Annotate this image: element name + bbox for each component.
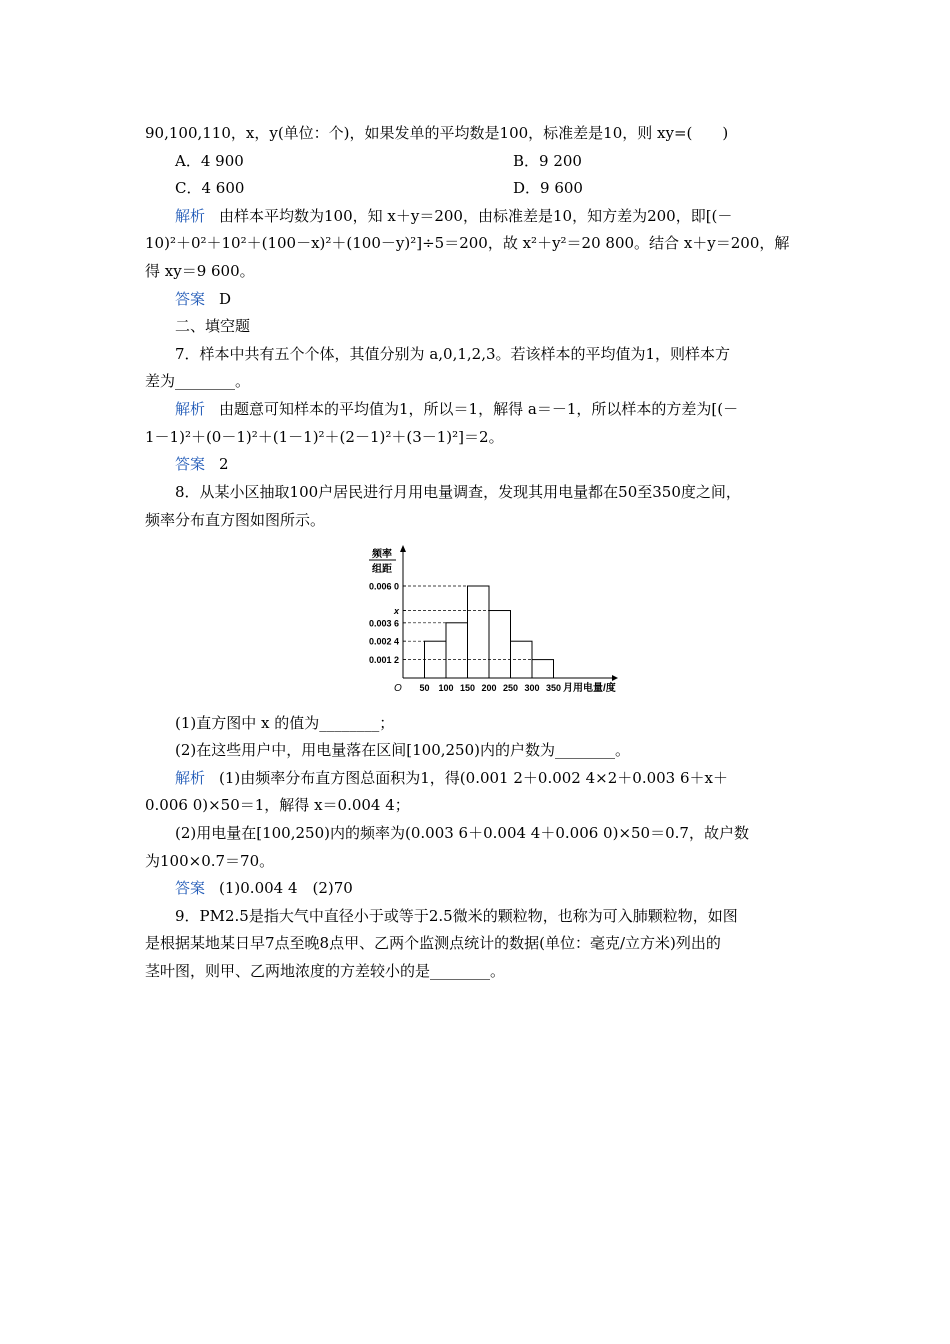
x-tick-label: 300	[524, 683, 540, 693]
q6-stem: 90,100,110，x，y(单位：个)，如果发单的平均数是100，标准差是10，则 xy=( )	[145, 124, 729, 142]
q7-answer-line	[175, 454, 229, 474]
q7-answer-value: 2	[219, 455, 229, 473]
histogram-bar	[532, 660, 554, 678]
y-tick-label: 0.003 6	[368, 618, 399, 629]
q9-text-2: 是根据某地某日早7点至晚8点甲、乙两个监测点统计的数据(单位：毫克/立方米)列出的	[145, 934, 721, 952]
q8-analysis-line	[175, 768, 728, 788]
q6-analysis-text-3: 得 xy＝9 600。	[145, 262, 255, 280]
q7-text-2: 差为________。	[145, 372, 251, 390]
x-tick-label: 250	[502, 683, 519, 693]
y-axis-label-numerator: 频率	[372, 549, 392, 560]
y-tick-label: 0.002 4	[368, 636, 399, 647]
q8-sub-question-1: (1)直方图中 x 的值为________；	[175, 714, 395, 732]
origin-label: O	[394, 683, 402, 694]
q9-text-1: 9．PM2.5是指大气中直径小于或等于2.5微米的颗粒物，也称为可入肺颗粒物，如图	[175, 907, 738, 925]
y-axis-arrow	[400, 545, 406, 552]
q6-analysis-text-2: 10)²＋0²＋10²＋(100－x)²＋(100－y)²]÷5＝200，故 x²＋y²＝20 800。结合 x＋y＝200，解	[145, 234, 790, 252]
histogram-bar	[446, 623, 468, 678]
y-tick-label: x	[393, 606, 399, 617]
q6-answer-value: D	[219, 290, 232, 308]
q7-text-1: 7．样本中共有五个个体，其值分别为 a,0,1,2,3。若该样本的平均值为1，则样本方	[175, 345, 731, 363]
q8-answer-label: 答案	[175, 879, 206, 897]
x-axis-arrow	[612, 675, 618, 681]
x-tick-label: 350	[545, 683, 562, 693]
histogram-bar	[468, 586, 490, 678]
y-axis-label-denominator: 组距	[372, 564, 392, 575]
q7-analysis-line	[175, 399, 738, 419]
frequency-histogram	[360, 543, 630, 703]
q6-answer-label: 答案	[175, 290, 206, 308]
x-tick-label: 150	[459, 683, 476, 693]
q8-analysis-text-2: 0.006 0)×50＝1，解得 x＝0.004 4；	[145, 796, 410, 814]
q6-answer-line	[175, 289, 231, 309]
x-tick-label: 200	[481, 683, 497, 693]
x-axis-label: 月用电量/度	[563, 683, 616, 694]
q7-analysis-text-2: 1－1)²＋(0－1)²＋(1－1)²＋(2－1)²＋(3－1)²]＝2。	[145, 428, 504, 446]
q6-options-row2	[175, 178, 583, 198]
q8-answer-line	[175, 878, 353, 898]
histogram-bar	[489, 611, 511, 678]
q8-analysis-text-1: (1)由频率分布直方图总面积为1，得(0.001 2＋0.002 4×2＋0.003 6＋x＋	[219, 769, 728, 787]
q8-analysis-text-3: (2)用电量在[100,250)内的频率为(0.003 6＋0.004 4＋0.006 0)×50＝0.7，故户数	[175, 824, 749, 842]
q8-answer-value: (1)0.004 4 (2)70	[219, 879, 353, 897]
q6-analysis-label: 解析	[175, 207, 206, 225]
q9-text-3: 茎叶图，则甲、乙两地浓度的方差较小的是________。	[145, 962, 506, 980]
q7-analysis-label: 解析	[175, 400, 206, 418]
q8-analysis-label: 解析	[175, 769, 206, 787]
q8-sub-question-2: (2)在这些用户中，用电量落在区间[100,250)内的户数为________。	[175, 741, 630, 759]
q8-text-2: 频率分布直方图如图所示。	[145, 511, 326, 529]
y-tick-label: 0.006 0	[368, 581, 399, 592]
q6-option-a: A．4 900	[175, 152, 244, 170]
q6-option-c: C．4 600	[175, 179, 245, 197]
q6-options-row1	[175, 151, 582, 171]
q6-analysis-text-1: 由样本平均数为100，知 x＋y＝200，由标准差是10，知方差为200，即[(－	[219, 207, 733, 225]
x-tick-label: 100	[438, 683, 454, 693]
q7-answer-label: 答案	[175, 455, 206, 473]
q6-option-d: D．9 600	[513, 179, 583, 197]
section-title: 二、填空题	[175, 317, 251, 335]
q7-analysis-text-1: 由题意可知样本的平均值为1，所以＝1，解得 a＝－1，所以样本的方差为[(－	[219, 400, 739, 418]
q8-analysis-text-4: 为100×0.7＝70。	[145, 852, 275, 870]
q6-analysis-line	[175, 206, 732, 226]
y-tick-label: 0.001 2	[368, 655, 399, 666]
q6-option-b: B．9 200	[513, 152, 582, 170]
x-tick-label: 50	[419, 683, 430, 693]
q8-text-1: 8．从某小区抽取100户居民进行月用电量调查，发现其用电量都在50至350度之间，	[175, 483, 741, 501]
